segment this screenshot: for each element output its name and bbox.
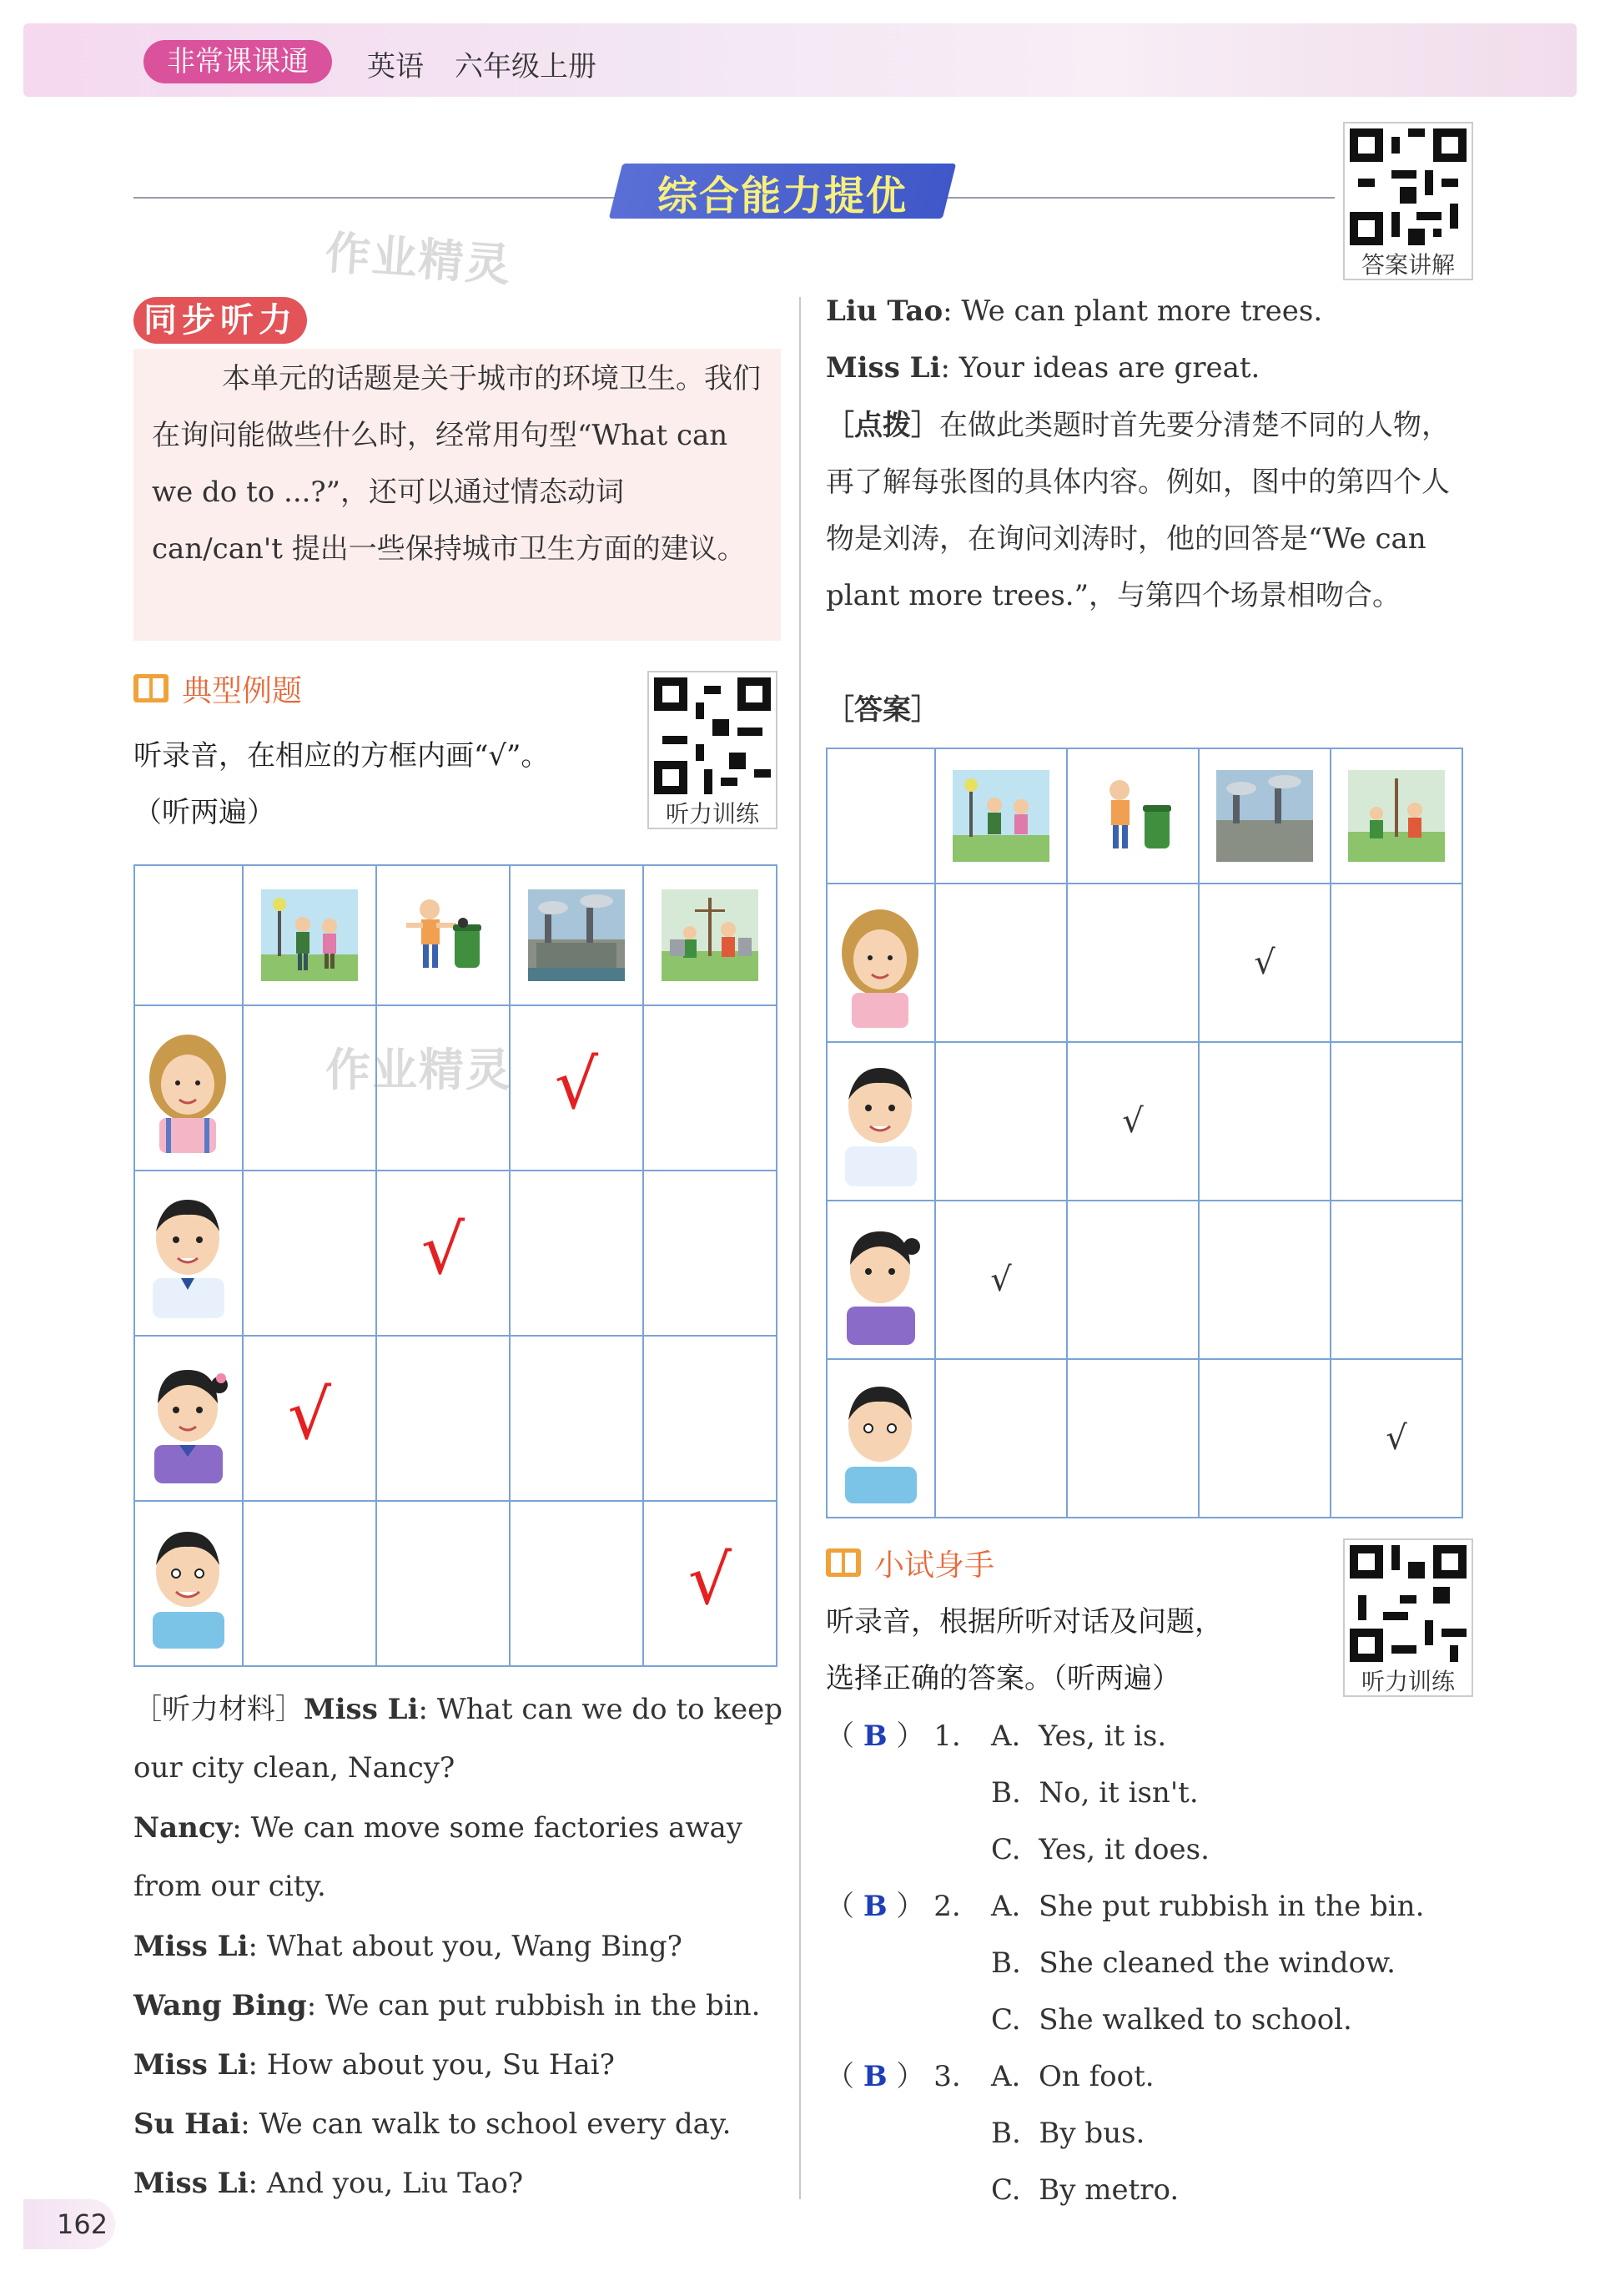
qr-code-listening[interactable]: [647, 671, 777, 829]
scene-plant-trees-icon: [1348, 770, 1445, 862]
watermark: 作业精灵: [323, 226, 514, 292]
person-cell: [827, 1042, 935, 1201]
answer-cell[interactable]: [935, 1201, 1067, 1359]
utterance: We can plant more trees.: [961, 295, 1323, 328]
check-mark: [511, 1171, 642, 1335]
answer-cell[interactable]: [643, 1501, 777, 1666]
subject-label: 英语: [367, 50, 424, 83]
check-mark: √: [287, 1376, 332, 1455]
qr-code-icon: [1350, 128, 1467, 245]
answer-cell[interactable]: [935, 1042, 1067, 1201]
transcript-line: Miss Li: What about you, Wang Bing?: [133, 1930, 682, 1963]
qr-caption: 听力训练: [1361, 1668, 1455, 1695]
answer-cell[interactable]: [1331, 1042, 1462, 1201]
example-grid: [133, 864, 777, 1667]
option[interactable]: B. No, it isn't.: [991, 1776, 1199, 1810]
scene-factory-icon: [1216, 770, 1313, 862]
grade-label: 六年级上册: [455, 50, 596, 83]
scene-plant-trees-icon: [662, 889, 758, 981]
utterance: We can put rubbish in the bin.: [325, 1989, 761, 2022]
check-mark: [1068, 884, 1198, 1041]
scene-cell: [1199, 748, 1331, 884]
check-mark: [1331, 1043, 1462, 1200]
check-mark: [1331, 1201, 1462, 1358]
check-mark: [1331, 884, 1462, 1041]
transcript-line: Miss Li: Your ideas are great.: [826, 351, 1260, 385]
answer-cell[interactable]: [376, 1171, 510, 1336]
person-cell: [827, 1359, 935, 1518]
check-mark: [377, 1502, 509, 1665]
answer-cell[interactable]: [510, 1501, 643, 1666]
check-mark: [936, 1043, 1066, 1200]
option[interactable]: A. Yes, it is.: [991, 1719, 1167, 1753]
check-mark: [644, 1171, 776, 1335]
check-mark: [1200, 1043, 1330, 1200]
qr-code-listening-practice[interactable]: [1343, 1538, 1473, 1697]
answer-cell[interactable]: [1199, 1201, 1331, 1359]
speaker: Miss Li: [826, 351, 941, 385]
answer-blank[interactable]: B: [863, 1719, 888, 1753]
check-mark: [1200, 1360, 1330, 1517]
answer-cell[interactable]: [935, 1359, 1067, 1518]
brand-badge: 非常课课通: [143, 40, 332, 83]
scene-cell: [643, 865, 777, 1005]
check-mark: [377, 1337, 509, 1500]
practice-heading: 小试身手: [874, 1548, 995, 1583]
check-mark: [511, 1337, 642, 1500]
check-mark: [644, 1006, 776, 1170]
answer-blank[interactable]: B: [863, 1890, 888, 1923]
scene-cell: [1067, 748, 1199, 884]
qr-code-answer[interactable]: [1343, 122, 1473, 280]
answer-cell[interactable]: [935, 884, 1067, 1042]
grid-corner-cell: [827, 748, 935, 884]
option[interactable]: C. By metro.: [991, 2173, 1180, 2207]
speaker: Liu Tao: [826, 295, 943, 328]
check-mark: [244, 1502, 375, 1665]
utterance: What about you, Wang Bing?: [266, 1930, 682, 1963]
practice-instruction-cont: 选择正确的答案。（听两遍）: [826, 1662, 1180, 1695]
girl-su-hai-icon: [830, 1215, 932, 1345]
answer-cell[interactable]: [243, 1336, 376, 1501]
utterance: We can move some factories away from our city.: [133, 1811, 743, 1903]
answer-cell[interactable]: [1331, 884, 1462, 1042]
option[interactable]: B. She cleaned the window.: [991, 1946, 1396, 1980]
sync-listening-tag: 同步听力: [133, 297, 307, 344]
transcript-line: Miss Li: And you, Liu Tao?: [133, 2167, 524, 2200]
answer-cell[interactable]: [643, 1336, 777, 1501]
question-row: （ B ） 2.: [826, 1890, 961, 1923]
utterance: Your ideas are great.: [958, 351, 1260, 385]
answer-cell[interactable]: [643, 1171, 777, 1336]
person-cell: [827, 1201, 935, 1359]
person-cell: [134, 1336, 243, 1501]
example-instruction: 听录音，在相应的方框内画“√”。: [133, 739, 550, 773]
answer-cell[interactable]: [1067, 1201, 1199, 1359]
answer-cell[interactable]: [510, 1005, 643, 1171]
speaker: Su Hai: [133, 2107, 241, 2141]
boy-wang-bing-icon: [830, 1056, 932, 1186]
transcript-line: ［听力材料］Miss Li: What can we do to keep our city clean, Nancy?: [133, 1693, 783, 1785]
speaker: Nancy: [133, 1811, 233, 1845]
boy-wang-bing-icon: [138, 1188, 239, 1318]
transcript-line: Nancy: We can move some factories away from our city.: [133, 1811, 743, 1903]
check-mark: √: [420, 1211, 465, 1290]
check-mark: [1068, 1360, 1198, 1517]
answer-cell[interactable]: [1199, 884, 1331, 1042]
check-mark: √: [1386, 1419, 1407, 1458]
answer-cell[interactable]: [643, 1005, 777, 1171]
answer-cell[interactable]: [243, 1171, 376, 1336]
check-mark: √: [554, 1045, 599, 1125]
qr-code-icon: [1350, 1545, 1467, 1662]
utterance: How about you, Su Hai?: [266, 2048, 615, 2082]
speaker: Miss Li: [133, 2167, 249, 2200]
transcript-line: Wang Bing: We can put rubbish in the bin.: [133, 1989, 761, 2022]
speaker: Miss Li: [304, 1693, 419, 1726]
watermark: 作业精灵: [325, 1044, 512, 1096]
answer-cell[interactable]: [1067, 1359, 1199, 1518]
speaker: Miss Li: [133, 1930, 249, 1963]
person-cell: [134, 1005, 243, 1171]
scene-walk-to-school-icon: [261, 889, 358, 981]
scene-cell: [243, 865, 376, 1005]
person-cell: [827, 884, 935, 1042]
scene-walk-to-school-icon: [953, 770, 1049, 862]
woman-teacher-icon: [138, 1023, 239, 1153]
answer-cell[interactable]: [510, 1336, 643, 1501]
hint-paragraph: [826, 397, 1477, 624]
check-mark: [936, 1360, 1066, 1517]
qr-caption: 答案讲解: [1361, 251, 1455, 279]
qr-code-icon: [654, 677, 771, 794]
scene-cell: [935, 748, 1067, 884]
scene-cell: [376, 865, 510, 1005]
answer-cell[interactable]: [376, 1336, 510, 1501]
grid-corner-cell: [134, 865, 243, 1005]
question-row: （ B ） 3.: [826, 2060, 961, 2093]
utterance: We can walk to school every day.: [259, 2107, 732, 2141]
section-title: 综合能力提优: [657, 173, 908, 219]
answer-cell[interactable]: [1067, 1042, 1199, 1201]
book-icon: [826, 1547, 861, 1578]
scene-rubbish-bin-icon: [395, 889, 491, 981]
page-number: 162: [23, 2199, 115, 2249]
person-cell: [134, 1171, 243, 1336]
boy-liu-tao-icon: [138, 1518, 239, 1649]
transcript-line: Miss Li: How about you, Su Hai?: [133, 2048, 615, 2082]
utterance: And you, Liu Tao?: [266, 2167, 524, 2200]
woman-teacher-icon: [830, 898, 932, 1028]
book-icon: [133, 672, 169, 704]
answer-cell[interactable]: [243, 1501, 376, 1666]
hint-label: ［点拨］: [826, 409, 939, 442]
transcript-line: Liu Tao: We can plant more trees.: [826, 295, 1323, 328]
check-mark: √: [1254, 944, 1275, 982]
scene-factory-icon: [528, 889, 625, 981]
question-row: （ B ） 1.: [826, 1719, 961, 1753]
answer-cell[interactable]: [1067, 884, 1199, 1042]
answer-cell[interactable]: [1331, 1201, 1462, 1359]
utterance: What can we do to keep our city clean, Nancy?: [133, 1693, 783, 1785]
option[interactable]: B. By bus.: [991, 2117, 1145, 2150]
answer-cell[interactable]: [1199, 1359, 1331, 1518]
boy-liu-tao-icon: [830, 1373, 932, 1503]
option[interactable]: C. She walked to school.: [991, 2003, 1352, 2037]
option[interactable]: A. On foot.: [991, 2060, 1155, 2093]
check-mark: [511, 1502, 642, 1665]
check-mark: √: [687, 1541, 732, 1620]
answer-blank[interactable]: B: [863, 2060, 888, 2093]
intro-text: 本单元的话题是关于城市的环境卫生。我们在询问能做些什么时，经常用句型“What can we do to ...?”，还可以通过情态动词 can/can't 提出一些保持城市卫生方面的建议。: [152, 362, 761, 566]
check-mark: [1068, 1201, 1198, 1358]
person-cell: [134, 1501, 243, 1666]
column-divider: [799, 297, 801, 2199]
scene-rubbish-bin-icon: [1084, 770, 1181, 862]
answer-grid: [826, 748, 1463, 1518]
hint-text: 在做此类题时首先要分清楚不同的人物，再了解每张图的具体内容。例如，图中的第四个人物是刘涛，在询问刘涛时，他的回答是“We can plant more trees.”，与第四个场景相吻合。: [826, 409, 1450, 612]
practice-instruction: 听录音，根据所听对话及问题，: [826, 1605, 1223, 1639]
check-mark: [244, 1171, 375, 1335]
speaker: Miss Li: [133, 2048, 249, 2082]
answer-cell[interactable]: [1331, 1359, 1462, 1518]
scene-cell: [1331, 748, 1462, 884]
example-heading: 典型例题: [182, 674, 303, 708]
option[interactable]: A. She put rubbish in the bin.: [991, 1890, 1425, 1923]
qr-caption: 听力训练: [665, 800, 759, 828]
answer-label: ［答案］: [826, 693, 939, 727]
check-mark: √: [990, 1261, 1012, 1299]
check-mark: [644, 1337, 776, 1500]
check-mark: [936, 884, 1066, 1041]
answer-cell[interactable]: [1199, 1042, 1331, 1201]
scene-cell: [510, 865, 643, 1005]
girl-su-hai-icon: [138, 1353, 239, 1483]
check-mark: √: [1122, 1102, 1144, 1140]
transcript-line: Su Hai: We can walk to school every day.: [133, 2107, 732, 2141]
transcript-label: ［听力材料］: [133, 1693, 304, 1726]
speaker: Wang Bing: [133, 1989, 307, 2022]
example-instruction-note: （听两遍）: [133, 796, 275, 829]
answer-cell[interactable]: [376, 1501, 510, 1666]
answer-cell[interactable]: [510, 1171, 643, 1336]
check-mark: [1200, 1201, 1330, 1358]
option[interactable]: C. Yes, it does.: [991, 1833, 1210, 1866]
